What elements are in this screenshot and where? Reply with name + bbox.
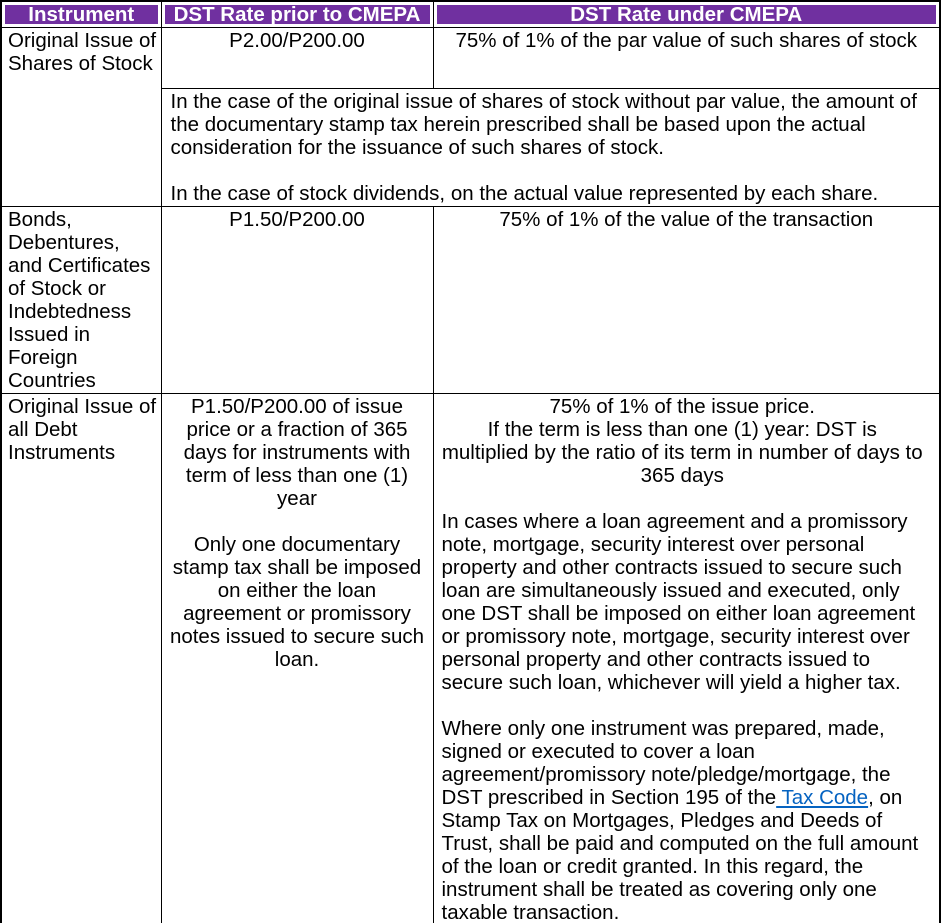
- cell-debt-under-rate: [433, 394, 940, 923]
- debt-prior-paragraph-2: Only one documentary stamp tax shall be imposed on either the loan agreement or promissory notes issued to secure such loan.: [169, 533, 425, 671]
- shares-note-paragraph-1: In the case of the original issue of shares of stock without par value, the amount of the documentary stamp tax herein prescribed shall be based upon the actual consideration for the issuance of such shares of stock.: [170, 90, 917, 159]
- cell-shares-instrument: Original Issue of Shares of Stock: [1, 28, 161, 207]
- cell-shares-prior-rate: P2.00/P200.00: [161, 28, 433, 89]
- header-dst-prior: DST Rate prior to CMEPA: [161, 1, 433, 28]
- debt-prior-paragraph-1: P1.50/P200.00 of issue price or a fraction of 365 days for instruments with term of less than one (1) year: [183, 395, 411, 510]
- debt-under-paragraph-4: [442, 717, 924, 923]
- cell-bonds-under-rate: 75% of 1% of the value of the transaction: [433, 207, 940, 394]
- shares-note-paragraph-2: In the case of stock dividends, on the actual value represented by each share.: [170, 182, 879, 205]
- cell-debt-prior-rate: [161, 394, 433, 923]
- tax-code-text-before: Where only one instrument was prepared, made, signed or executed to cover a loan agreement/promissory note/pledge/mortgage, the DST prescribed in Section 195 of the: [441, 717, 891, 809]
- cell-shares-note: [161, 89, 940, 207]
- header-dst-under: DST Rate under CMEPA: [433, 1, 940, 28]
- debt-under-paragraph-2: If the term is less than one (1) year: DST is multiplied by the ratio of its term in number of days to 365 days: [441, 418, 923, 487]
- debt-under-paragraph-1: 75% of 1% of the issue price.: [549, 395, 815, 418]
- cell-shares-under-rate: 75% of 1% of the par value of such shares of stock: [433, 28, 940, 89]
- row-bonds: [1, 207, 940, 394]
- tax-code-text-after: , on Stamp Tax on Mortgages, Pledges and Deeds of Trust, shall be paid and computed on the full amount of the loan or credit granted. In this regard, the instrument shall be treated as covering only one taxable transaction.: [441, 786, 919, 923]
- row-debt: [1, 394, 940, 923]
- row-shares: [1, 28, 940, 89]
- header-row: [1, 1, 940, 28]
- debt-under-paragraph-3: In cases where a loan agreement and a promissory note, mortgage, security interest over personal property and other contracts issued to secure such loan are simultaneously issued and executed, only one DST shall be imposed on either loan agreement or promissory note, mortgage, security interest over personal property and other contracts issued to secure such loan, whichever will yield a higher tax.: [441, 510, 916, 694]
- cell-bonds-prior-rate: P1.50/P200.00: [161, 207, 433, 394]
- header-instrument: Instrument: [1, 1, 161, 28]
- cell-debt-instrument: Original Issue of all Debt Instruments: [1, 394, 161, 923]
- cell-bonds-instrument: Bonds, Debentures, and Certificates of Stock or Indebtedness Issued in Foreign Countries: [1, 207, 161, 394]
- tax-code-link[interactable]: Tax Code: [776, 786, 869, 809]
